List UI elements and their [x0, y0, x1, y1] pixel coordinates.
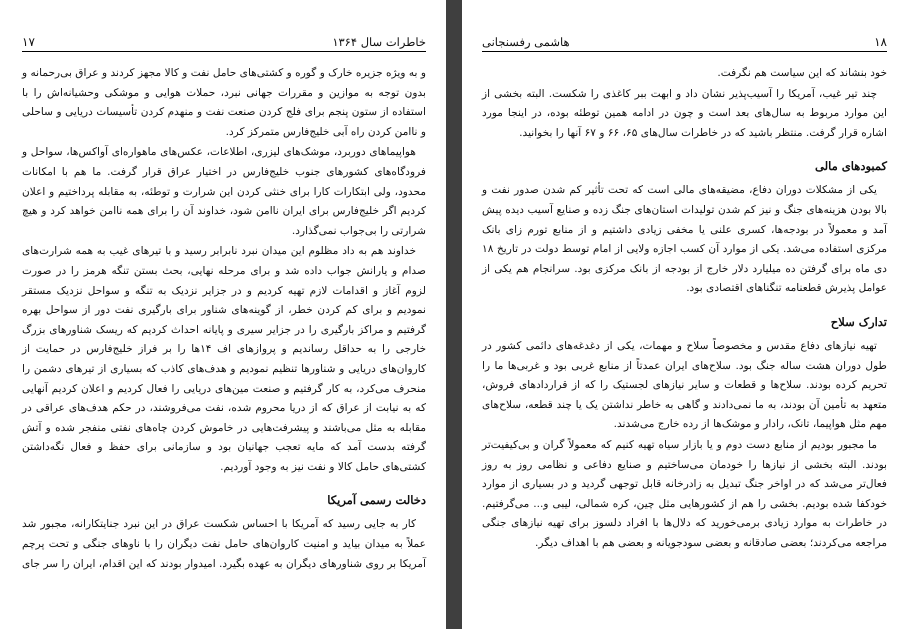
left-page — [0, 0, 446, 629]
right-intro-paragraph: خود بنشاند که این سیاست هم نگرفت. — [717, 67, 887, 79]
right-page-running-title: هاشمی رفسنجانی — [482, 35, 570, 49]
left-page-number: ۱۷ — [22, 35, 35, 49]
right-page-number: ۱۸ — [874, 35, 887, 49]
left-page-running-title: خاطرات سال ۱۳۶۴ — [332, 35, 426, 49]
left-section-heading: دخالت رسمی آمریکا — [327, 493, 426, 508]
left-page-body — [22, 64, 426, 575]
right-section2-heading: تدارک سلاح — [830, 314, 887, 329]
right-section1-paragraph: یکی از مشکلات دوران دفاع، مضیقه‌های مالی است که تحت تأثیر کم شدن صدور نفت و بالا بودن هزینه‌های جنگ و نیز کم شدن تولیدات استان‌های جنگ زده و صنایع آسیب دیده پیش آمد و معمولاً در بودجه‌ها، کسری علنی یا مخفی زیادی داشتیم و از منابع تورم زای بانک مرکزی استفاده می‌شد. یکی از موارد آن کسب اجازه ولایی از امام توسط دولت در تاریخ ۱۸ دی ماه برای گرفتن ده میلیارد دلار خارج از بودجه از بانک مرکزی بود. سرانجام هم یکی از عوامل پذیرش قطعنامه تنگناهای اقتصادی بود. — [482, 184, 887, 295]
right-page — [462, 0, 910, 629]
left-paragraph-2: هواپیماهای دوربرد، موشک‌های لیزری، اطلاعات، عکس‌های ماهواره‌ای آواکس‌ها، سواحل و فرودگاه‌های کشورهای جنوب خلیج‌فارس در اختیار عراق قرار گرفت. ما هم با امکانات محدود، ولی ابتکارات کارا برای خنثی کردن این شرارت و توطئه، به مقابله پرداختیم و اعلان کردیم اگر خلیج‌فارس برای ایران ناامن شود، خداوند آن را برای همه ناامن خواهد کرد و هیچ شرارتی را بی‌جواب نمی‌گذارد. — [22, 146, 426, 237]
right-paragraph-2: چند تیر غیب، آمریکا را آسیب‌پذیر نشان داد و ابهت ببر کاغذی را شکست. البته بخشی از این موارد مربوط به سال‌های بعد است و چون در ادامه همین توطئه بوده، در اینجا مورد اشاره قرار گرفت. منتظر باشید که در خاطرات سال‌های ۶۵، ۶۶ و ۶۷ آنها را بخوانید. — [482, 87, 887, 139]
right-section1-heading: کمبودهای مالی — [815, 159, 887, 174]
right-section2-paragraph-2: ما مجبور بودیم از منابع دست دوم و یا بازار سیاه تهیه کنیم که معمولاً گران و بی‌کیفیت‌تر بودند. البته بخشی از نیازها را خودمان می‌ساختیم و صنایع دفاعی و نظامی روز به روز فعال‌تر می‌شد که در اواخر جنگ تبدیل به زادرخانه قابل توجهی گردید و در بسیاری از موارد خودکفا شده بودیم. بخشی را هم از کشورهایی مثل چین، کره شمالی، لیبی و... می‌گرفتیم. در خاطرات به موارد زیادی برمی‌خورید که دلال‌ها با افراد دلسوز برای تهیه نیازهای جنگی مراجعه می‌کردند؛ بعضی صادقانه و بعضی سودجویانه و بعضی هم با اهداف دیگر. — [482, 438, 887, 549]
right-page-header — [482, 32, 887, 52]
left-paragraph-3: خداوند هم به داد مظلوم این میدان نبرد نابرابر رسید و با تیرهای غیب به همه شرارت‌های صدام و یارانش جواب داده شد و برای مرحله نهایی، بحث بستن تنگه هرمز را در صورت لزوم آغاز و اقدامات لازم تهیه کردیم و در جزایر نزدیک به تنگه و سواحل نزدیک مستقر نمودیم و برای کم کردن خطر، از گوینه‌های شناور برای بارگیری نفت دور از سواحل بهره گرفتیم و مراکز بارگیری را در جزایر سیری و پایانه احداث کردیم که ریسک شناورهای بزرگ خارجی را به حداقل رساندیم و پروازهای اف ۱۴ها را بر فراز خلیج‌فارس در حمایت از کاروان‌های دریایی و شناورها تنظیم نمودیم و هدف‌های کاذب که بسیاری از تیرهای دشمن را منحرف می‌کرد، به کار گرفتیم و صنعت مین‌های دریایی را فعال کردیم و اعلان کردیم آنهایی که به نیابت از عراق که از دریا محروم شده، نفت می‌فروشند، در حکم هدف‌های عراقی در مقابله به مثل می‌باشند و پیشرفت‌هایی در خاموش کردن چاه‌های نفتی منفجر شده و آتش گرفته بدست آمد که مایه تعجب جهانیان بود و سازمانی برای حفظ و فعال نگه‌داشتن کشتی‌های حامل کالا و نفت نیز به وجود آوردیم. — [22, 245, 426, 473]
left-page-header — [22, 32, 426, 52]
left-section-paragraph: کار به جایی رسید که آمریکا با احساس شکست عراق در این نبرد جنایتکارانه، مجبور شد عملاً به میدان بیاید و امنیت کاروان‌های حامل نفت دیگران را با ناوهای جنگی و تحت پرچم آمریکا بر روی شناورهای دیگران به عهده بگیرد. امیدوار بودند که این اقدام، ایران را سر جای — [22, 518, 426, 570]
right-section2-paragraph-1: تهیه نیازهای دفاع مقدس و مخصوصاً سلاح و مهمات، یکی از دغدغه‌های دائمی کشور در طول دوران هشت ساله جنگ بود. سلاح‌های ایران عمدتاً از منابع غربی بود و غربی‌ها ما را تحریم کرده بودند. سلاح‌ها و قطعات و سایر نیازهای لجستیک را که از قراردادهای فروش، متعهد به تأمین آن بودند، به ما نمی‌دادند و گاهی به خاطر نداشتن یک یا چند قطعه، سلاح‌های مهم مثل هواپیما، تانک، رادار و موشک‌ها از رده خارج می‌شدند. — [482, 339, 887, 431]
right-page-body — [482, 64, 887, 554]
left-paragraph-1: و به ویژه جزیره خارک و گوره و کشتی‌های حامل نفت و کالا مجهز کردند و عراق بی‌رحمانه و بدون توجه به موازین و مقررات جهانی نبرد، حملات هوایی و موشکی وحشیانه‌اش را با استفاده از ستون پنجم برای فلج کردن صنعت نفت و منهدم کردن تأسیسات دریایی و ساحلی و ناامن کردن راه آبی خلیج‌فارس متمرکز کرد. — [22, 67, 426, 138]
book-gutter — [446, 0, 462, 629]
